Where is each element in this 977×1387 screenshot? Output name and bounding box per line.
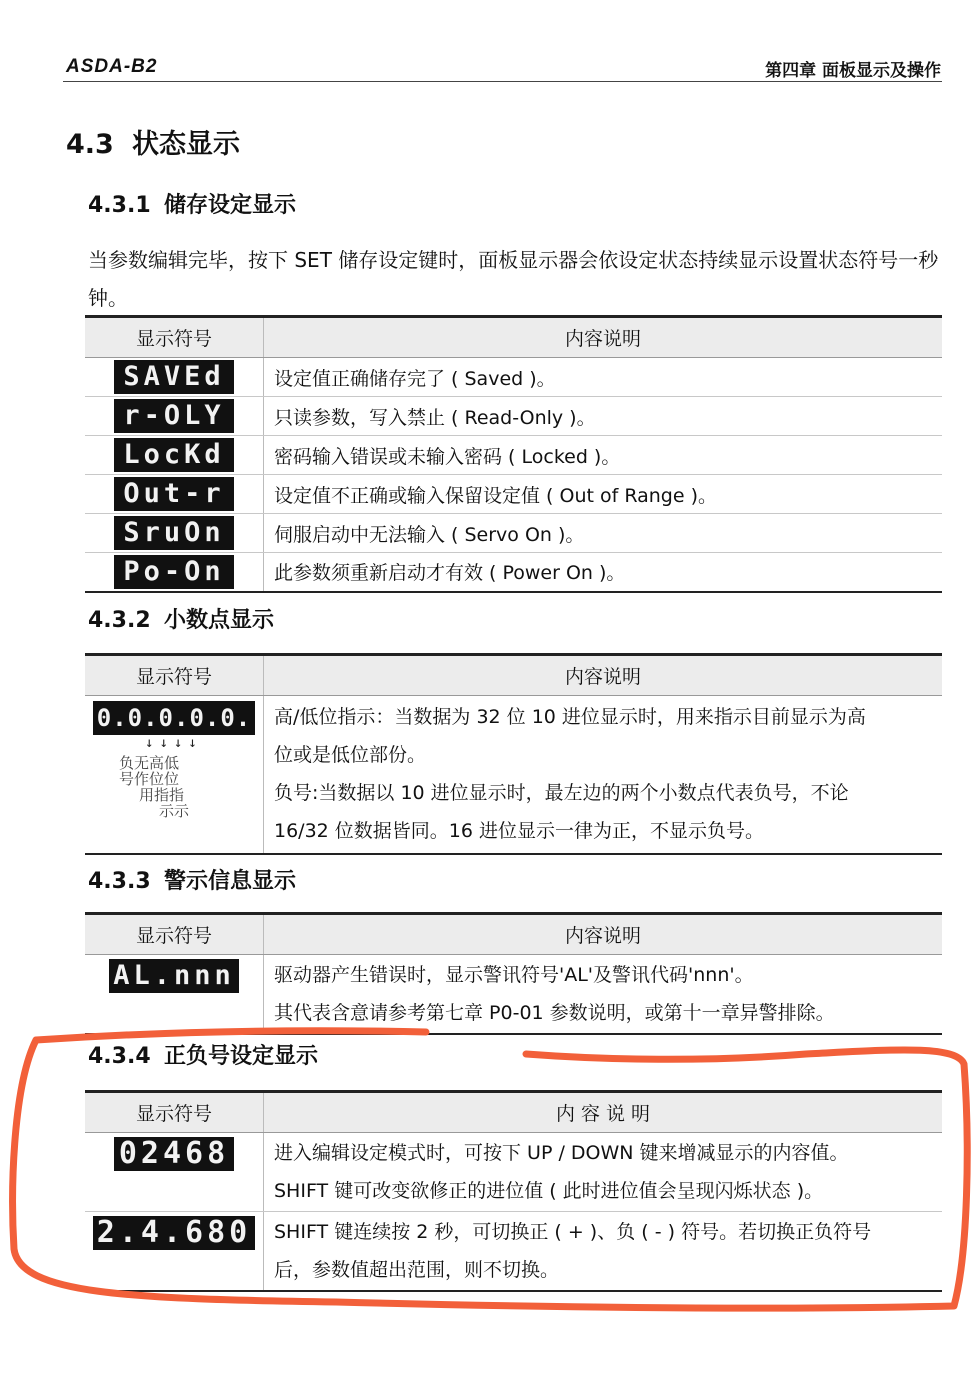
legend-line: 示示 bbox=[159, 802, 190, 820]
intro-paragraph: 当参数编辑完毕，按下 SET 储存设定键时，面板显示器会依设定状态持续显示设置状态符号一秒钟。 bbox=[88, 248, 939, 310]
column-header-description: 内容说明 bbox=[264, 655, 943, 696]
row-description bbox=[264, 696, 943, 854]
alarm-table bbox=[85, 912, 942, 1035]
row-description: 此参数须重新启动才有效 ( Power On )。 bbox=[264, 553, 943, 592]
table-row bbox=[85, 358, 942, 397]
subsection-title: 储存设定显示 bbox=[164, 193, 297, 218]
column-header-description: 内 容 说 明 bbox=[264, 1092, 943, 1133]
section-number: 4.3 bbox=[66, 129, 114, 160]
description-line: 16/32 位数据皆同。16 进位显示一律为正，不显示负号。 bbox=[274, 820, 765, 843]
subsection-heading-3 bbox=[88, 864, 296, 895]
seven-segment-display: r-OLY bbox=[114, 399, 234, 433]
subsection-number: 4.3.1 bbox=[88, 193, 151, 218]
decimal-point-table bbox=[85, 653, 942, 855]
table-row bbox=[85, 696, 942, 854]
subsection-number: 4.3.2 bbox=[88, 608, 151, 633]
callout-stroke bbox=[13, 1031, 968, 1308]
decimal-point-arrows: ↓↓↓↓ bbox=[145, 735, 203, 751]
legend-line: 号作位位 bbox=[119, 770, 180, 788]
decimal-point-legend bbox=[119, 755, 229, 819]
subsection-number: 4.3.4 bbox=[88, 1044, 151, 1069]
legend-line: 用指指 bbox=[139, 786, 185, 804]
table-row bbox=[85, 475, 942, 514]
brand-logo: ASDA-B2 bbox=[66, 56, 158, 77]
table-row bbox=[85, 436, 942, 475]
description-line: 后，参数值超出范围，则不切换。 bbox=[274, 1259, 560, 1281]
column-header-symbol: 显示符号 bbox=[85, 1092, 264, 1133]
subsection-title: 警示信息显示 bbox=[164, 869, 297, 894]
subsection-heading-1 bbox=[88, 188, 296, 219]
description-line: 其代表含意请参考第七章 P0-01 参数说明，或第十一章异警排除。 bbox=[274, 1002, 835, 1024]
description-line: 负号:当数据以 10 进位显示时，最左边的两个小数点代表负号，不论 bbox=[274, 782, 849, 805]
description-line: SHIFT 键连续按 2 秒，可切换正 ( + )、负 ( - ) 符号。若切换正负符号 bbox=[274, 1221, 872, 1243]
highlight-annotation bbox=[6, 1024, 972, 1314]
row-description: 只读参数，写入禁止 ( Read-Only )。 bbox=[264, 397, 943, 436]
description-line: 高/低位指示：当数据为 32 位 10 进位显示时，用来指示目前显示为高 bbox=[274, 706, 866, 729]
row-description: 伺服启动中无法输入 ( Servo On )。 bbox=[264, 514, 943, 553]
subsection-number: 4.3.3 bbox=[88, 869, 151, 894]
column-header-description: 内容说明 bbox=[264, 317, 943, 358]
subsection-title: 正负号设定显示 bbox=[164, 1044, 319, 1069]
table-row bbox=[85, 514, 942, 553]
section-title: 状态显示 bbox=[132, 129, 240, 160]
seven-segment-display: 2.4.680 bbox=[93, 1216, 255, 1250]
seven-segment-display: SruOn bbox=[114, 516, 234, 550]
row-description: 密码输入错误或未输入密码 ( Locked )。 bbox=[264, 436, 943, 475]
seven-segment-display: AL.nnn bbox=[109, 959, 239, 993]
subsection-heading-2 bbox=[88, 603, 274, 634]
table-row bbox=[85, 955, 942, 1035]
column-header-description: 内容说明 bbox=[264, 914, 943, 955]
seven-segment-display: SAVEd bbox=[114, 360, 234, 394]
row-description bbox=[264, 955, 943, 1035]
seven-segment-display: 02468 bbox=[114, 1137, 234, 1171]
header-rule bbox=[63, 81, 942, 82]
column-header-symbol: 显示符号 bbox=[85, 317, 264, 358]
row-description: 设定值不正确或输入保留设定值 ( Out of Range )。 bbox=[264, 475, 943, 514]
row-description: 设定值正确储存完了 ( Saved )。 bbox=[264, 358, 943, 397]
seven-segment-display: LocKd bbox=[114, 438, 234, 472]
seven-segment-display: 0.0.0.0.0. bbox=[93, 701, 256, 735]
table-row bbox=[85, 397, 942, 436]
section-heading bbox=[66, 122, 240, 161]
seven-segment-display: Po-On bbox=[114, 555, 234, 589]
description-line: 进入编辑设定模式时，可按下 UP / DOWN 键来增减显示的内容值。 bbox=[274, 1142, 849, 1164]
chapter-title: 第四章 面板显示及操作 bbox=[765, 61, 941, 81]
description-line: 位或是低位部份。 bbox=[274, 744, 427, 767]
seven-segment-display: Out-r bbox=[114, 477, 234, 511]
table-row bbox=[85, 553, 942, 592]
column-header-symbol: 显示符号 bbox=[85, 655, 264, 696]
description-line: 驱动器产生错误时，显示警讯符号'AL'及警讯代码'nnn'。 bbox=[274, 964, 754, 986]
description-line: SHIFT 键可改变欲修正的进位值 ( 此时进位值会呈现闪烁状态 )。 bbox=[274, 1180, 824, 1202]
saved-status-table bbox=[85, 315, 942, 593]
legend-line: 负无高低 bbox=[119, 754, 180, 772]
subsection-title: 小数点显示 bbox=[164, 608, 275, 633]
column-header-symbol: 显示符号 bbox=[85, 914, 264, 955]
